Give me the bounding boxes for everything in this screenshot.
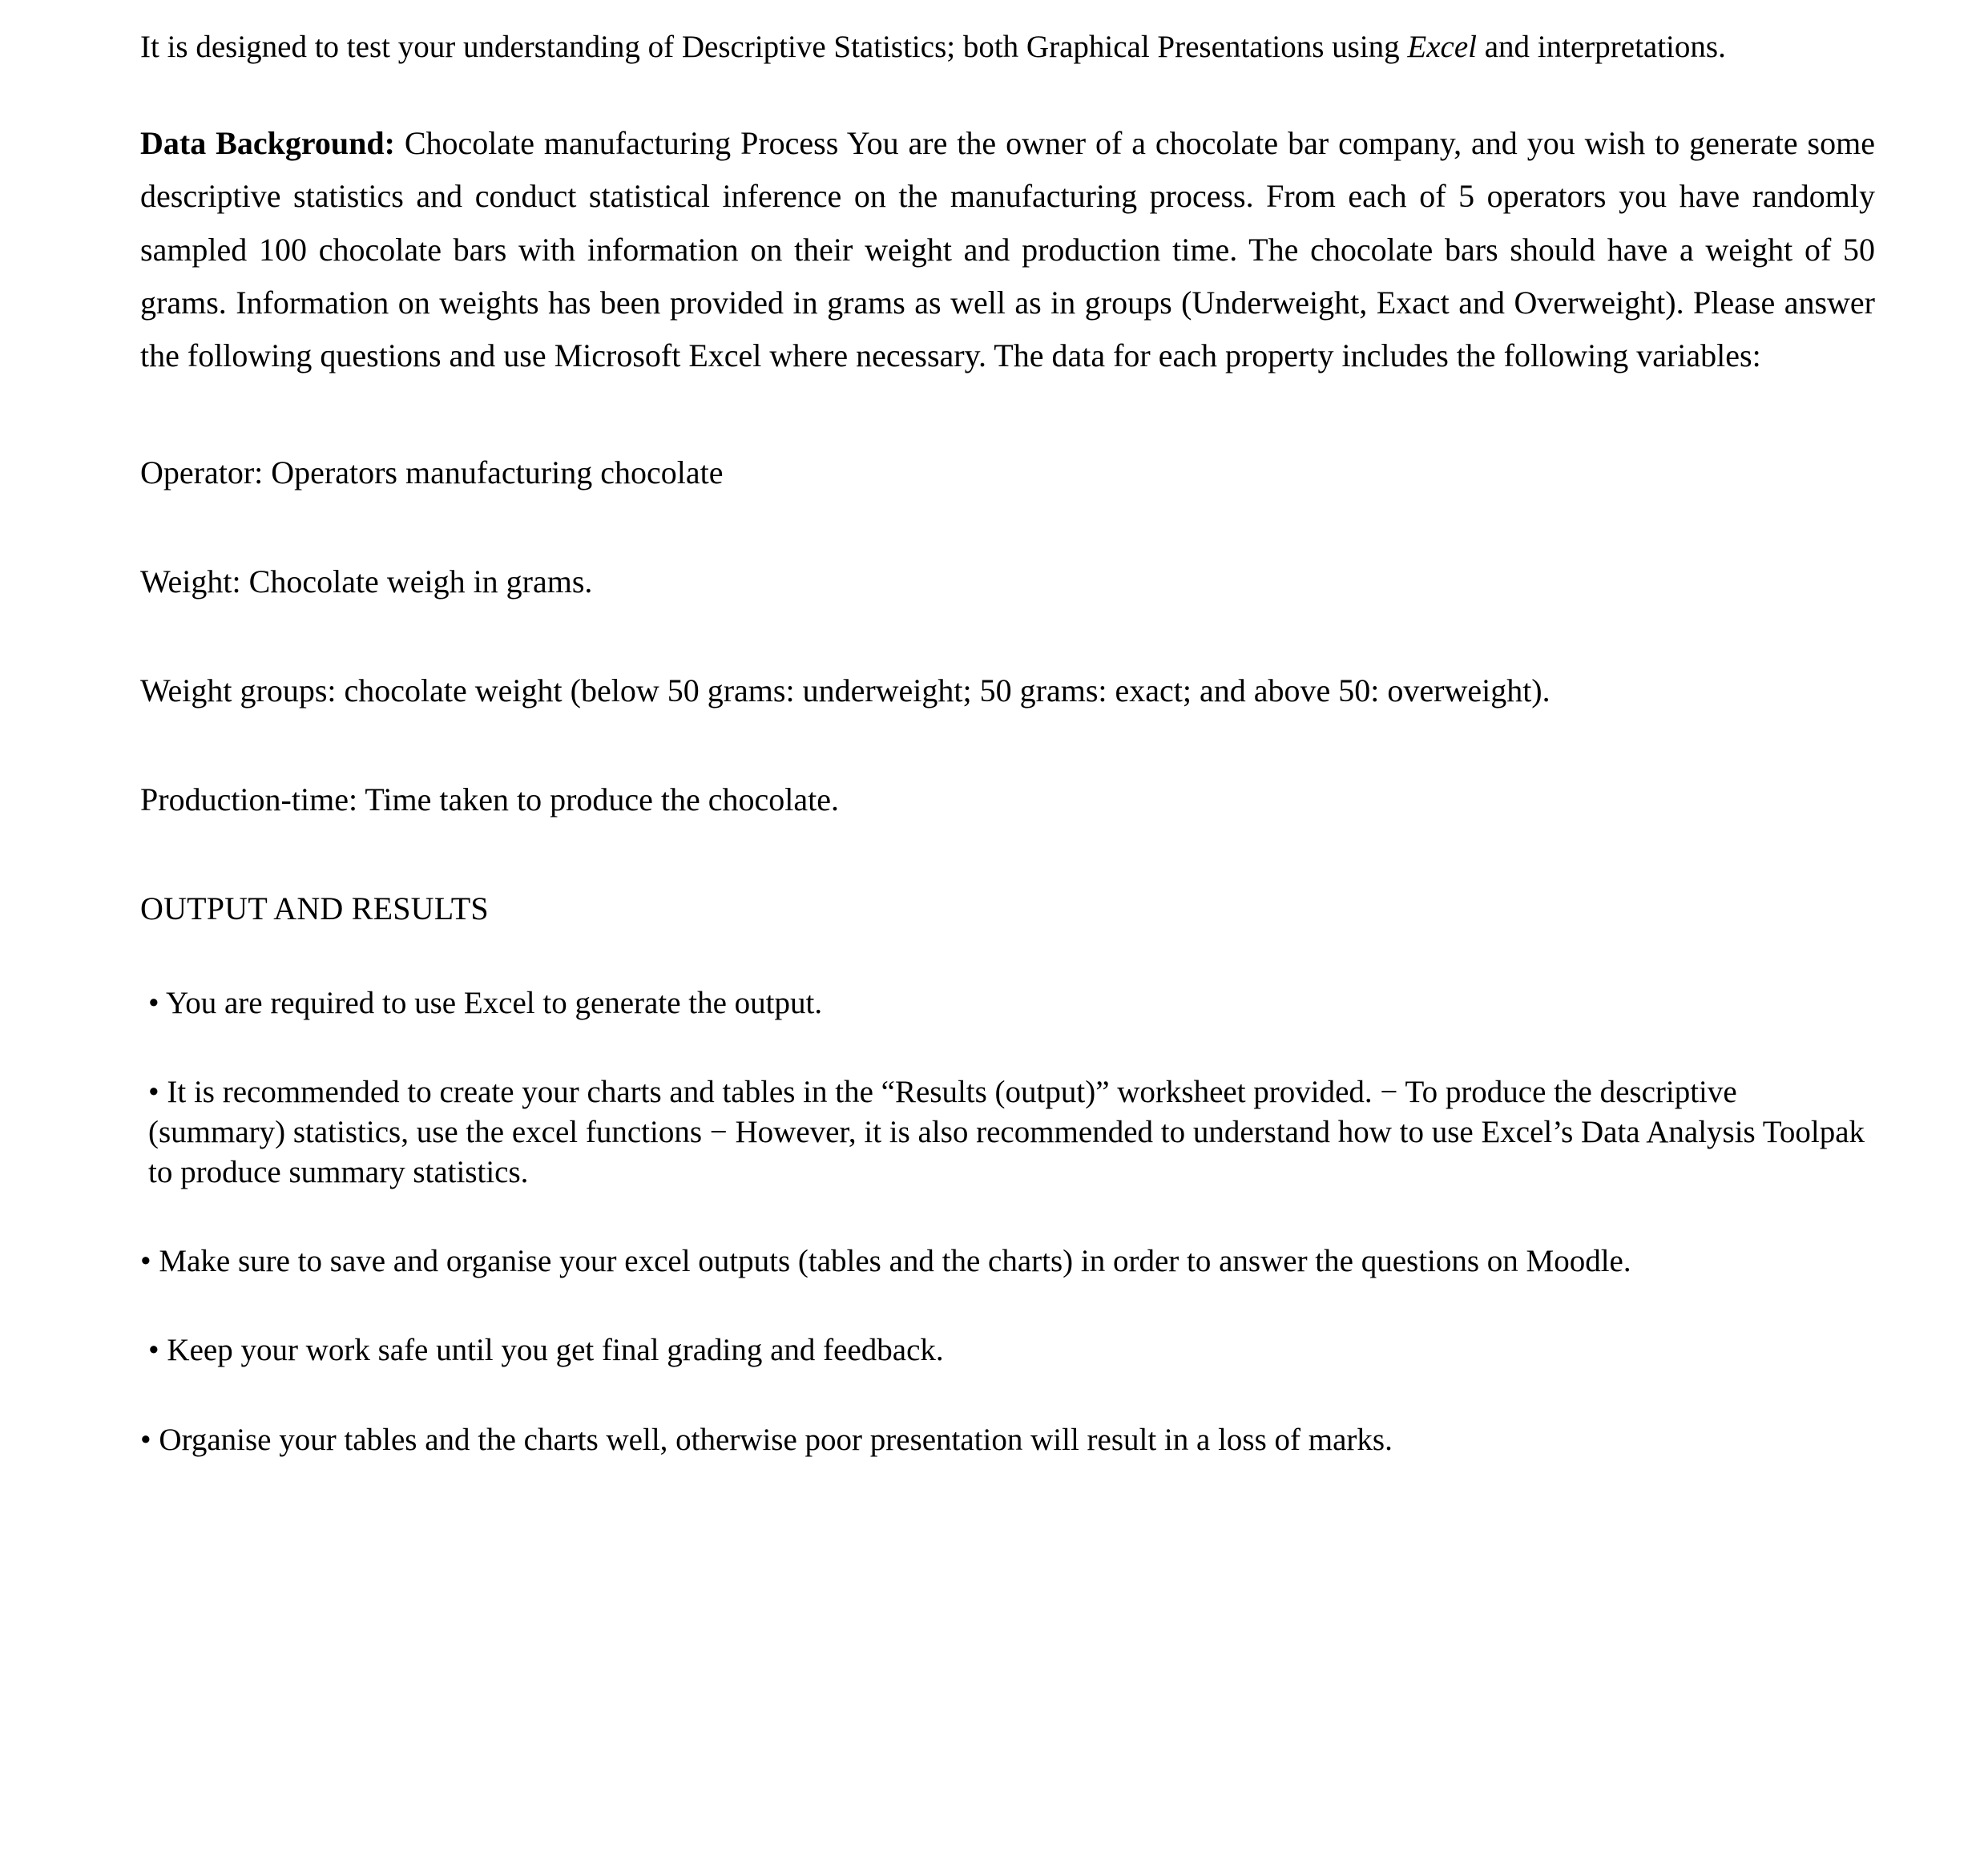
variable-operator: Operator: Operators manufacturing chocolate <box>140 454 724 490</box>
bullet-keep-work-safe: • Keep your work safe until you get final grading and feedback. <box>148 1332 944 1367</box>
intro-text-before: It is designed to test your understanding of Descriptive Statistics; both Graphical Presentations using <box>140 30 1408 64</box>
data-background-text: Chocolate manufacturing Process You are the owner of a chocolate bar company, and you wish to generate some descriptive statistics and conduct statistical inference on the manufacturing process. From each of 5 operators you have randomly sampled 100 chocolate bars with information on their weight and production time. The chocolate bars should have a weight of 50 grams. Information on weights has been provided in grams as well as in groups (Underweight, Exact and Overweight). Please answer the following questions and use Microsoft Excel where necessary. The data for each property includes the following variables: <box>140 124 1875 374</box>
section-heading-output-and-results: OUTPUT AND RESULTS <box>140 890 489 926</box>
variable-weight: Weight: Chocolate weigh in grams. <box>140 563 593 599</box>
data-background-paragraph <box>140 117 1875 383</box>
variable-production-time: Production-time: Time taken to produce the chocolate. <box>140 781 840 817</box>
bullet-organise-tables: • Organise your tables and the charts well, otherwise poor presentation will result in a loss of marks. <box>140 1422 1393 1457</box>
intro-paragraph <box>140 27 1855 67</box>
bullet-use-excel: • You are required to use Excel to generate the output. <box>148 985 823 1020</box>
intro-text-italic: Excel <box>1407 30 1477 64</box>
bullet-results-worksheet: • It is recommended to create your charts and tables in the “Results (output)” worksheet provided. − To produce the descriptive (summary) statistics, use the excel functions − However, it is also recommended to understand how to use Excel’s Data Analysis Toolpak to produce summary statistics. <box>148 1074 1865 1190</box>
bullet-save-organise: • Make sure to save and organise your excel outputs (tables and the charts) in order to answer the questions on Moodle. <box>140 1243 1631 1278</box>
variable-weight-groups: Weight groups: chocolate weight (below 50 grams: underweight; 50 grams: exact; and above 50: overweight). <box>140 672 1550 708</box>
data-background-label: Data Background: <box>140 124 395 161</box>
intro-text-after: and interpretations. <box>1477 30 1726 64</box>
